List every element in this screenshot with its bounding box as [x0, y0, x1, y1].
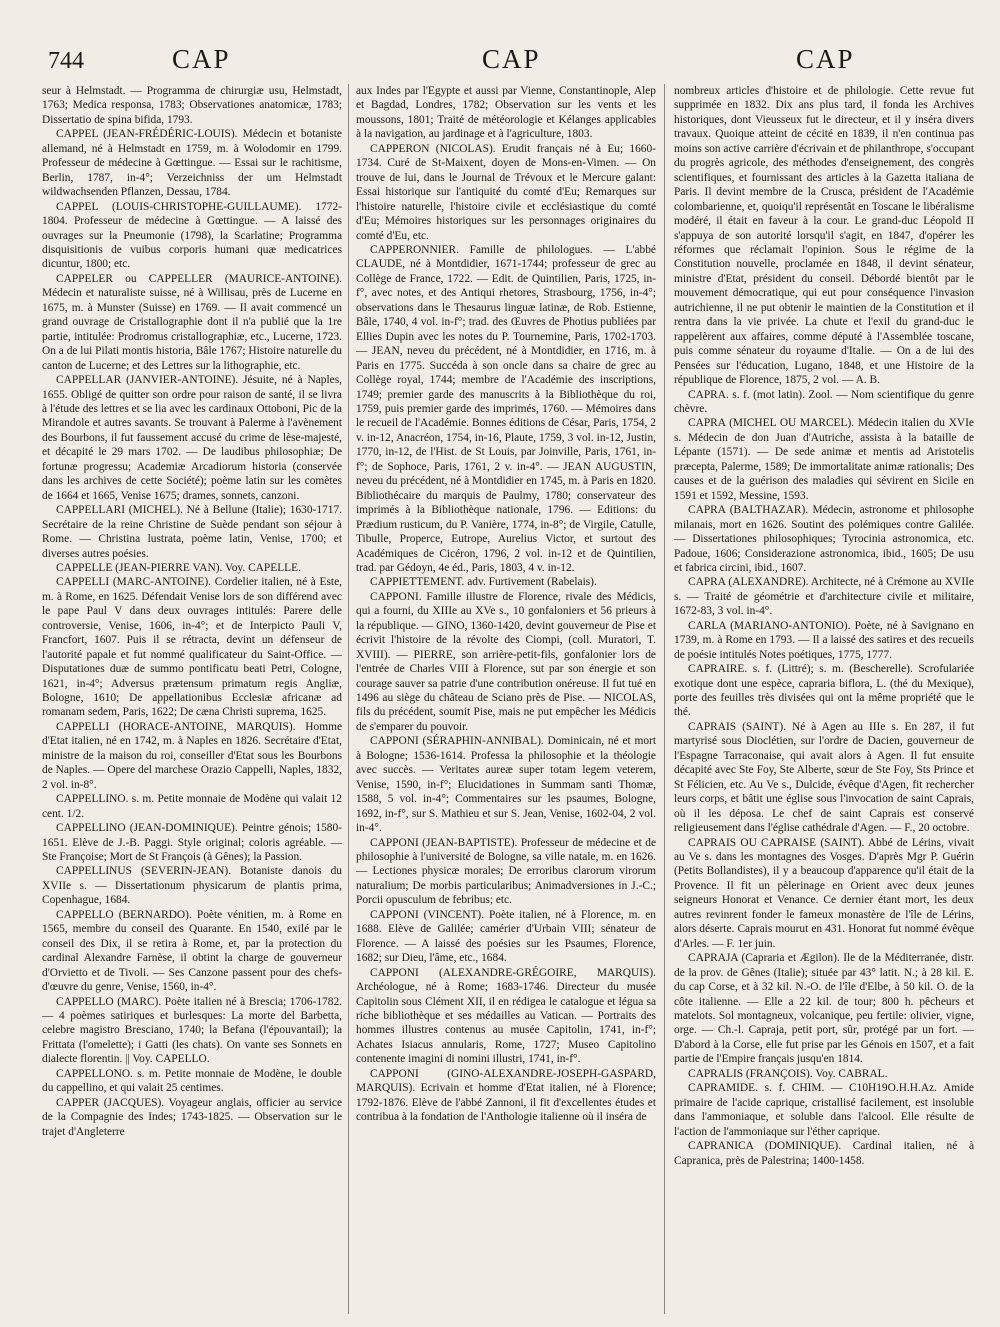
dictionary-entry: CAPPIETTEMENT. adv. Furtivement (Rabelais). [370, 576, 597, 589]
column-divider [664, 84, 665, 1314]
column-divider [348, 84, 349, 1314]
dictionary-entry: CAPRA (ALEXANDRE). Architecte, né à Crémone au XVIIe s. — Traité de géométrie et d'architecture civile et militaire, 1672-83, 3 vol. in-4°. [674, 576, 974, 618]
dictionary-entry: CAPPONI (SÉRAPHIN-ANNIBAL). Dominicain, né et mort à Bologne; 1536-1614. Professa la philosophie et la théologie avec succès. — Veritates aureæ super totam legem veterem, Venise, 1590, in-f°; Elucidationes in Summam santi Thomæ, 1588, 5 vol. in-4°; Commentaires sur les psaumes, Bologne, 1692, in-f°, sur S. Mathieu et sur S. Jean, Venise, 1602-04, 2 vol. in-4°. [356, 735, 656, 835]
dictionary-entry: CAPPELLINO. s. m. Petite monnaie de Modène qui valait 12 cent. 1/2. [42, 793, 342, 820]
dictionary-entry: CAPPONI (VINCENT). Poète italien, né à Florence, m. en 1688. Elève de Galilée; camérier d'Urbain VIII; sénateur de Florence. — A laissé des poésies sur les Psaumes, Florence, 1682; sur Dieu, l'âme, etc., 1684. [356, 908, 656, 965]
text-column-right [674, 84, 974, 1320]
dictionary-entry: CAPPELLE (JEAN-PIERRE VAN). Voy. CAPELLE. [56, 561, 301, 574]
page-number: 744 [48, 48, 84, 74]
dictionary-entry: CAPRA (BALTHAZAR). Médecin, astronome et philosophe milanais, mort en 1626. Soutint des polémiques contre Galilée. — Dissertationes philosophiques; Tyrocinia astronomica, etc. Padoue, 1606; Considerazione astronomica, ibid., 1605; De usu et fabrica circini, ibid., 1607. [674, 504, 974, 574]
dictionary-entry: CAPPELLO (BERNARDO). Poète vénitien, m. à Rome en 1565, membre du conseil des Quarante. En 1540, exilé par le conseil des Dix, il se retira à Rome, et, par la protection du cardinal Alexandre Farnèse, il obtint la charge de gouverneur d'Orvietto et de Tivoli. — Ses Canzone passent pour des chefs-d'œuvre du genre, Venise, 1560, in-4°. [42, 908, 342, 994]
dictionary-entry: CAPRAMIDE. s. f. CHIM. — C10H19O.H.H.Az. Amide primaire de l'acide caprique, cristallisé facilement, est insoluble dans l'ammoniaque, et soluble dans l'alcool. Elle résulte de l'action de l'ammoniaque sur l'éther caprique. [674, 1082, 974, 1138]
dictionary-entry: CAPPELLO (MARC). Poète italien né à Brescia; 1706-1782. — 4 poèmes satiriques et burlesques: La morte del Barbetta, celebre magistro Bresciano, 1740; la Befana (l'épouvantail); la Frittata (l'omelette); i Gatti (les chats). On vante ses Sonnets en dialecte florentin. || Voy. CAPELLO. [42, 995, 342, 1066]
dictionary-entry: CAPPONI (ALEXANDRE-GRÉGOIRE, MARQUIS). Archéologue, né à Rome; 1683-1746. Directeur du musée Capitolin sous Clément XII, il en rédigea le catalogue et légua sa riche bibliothèque et ses médailles au Vatican. — Portraits des hommes illustres contenus au musée Capitolin, 1741, in-f°; Achates Isiacus annularis, Rome, 1727; Museo Capitolino contenente imagini di nomini illustri, 1741, in-f°. [356, 966, 656, 1066]
dictionary-entry: CAPRAJA (Capraria et Ægilon). Ile de la Méditerranée, distr. de la prov. de Gênes (Italie); située par 43° latit. N.; à 28 kil. E. du cap Corse, et à 32 kil. N.-O. de l'île d'Elbe, à 50 kil. O. de la côte italienne. — Elle a 22 kil. de tour; 800 h. pêcheurs et matelots. Sol montagneux, volcanique, peu fertile: olivier, vigne, orge. — Ch.-l. Capraja, petit port, sûr, protégé par un fort. — D'abord à la Corse, elle fut prise par les Génois en 1507, et a fait partie de l'Empire français jusqu'en 1814. [674, 952, 974, 1066]
text-column-middle [356, 84, 656, 1320]
dictionary-entry: CAPPERONNIER. Famille de philologues. — L'abbé CLAUDE, né à Montdidier, 1671-1744; professeur de grec au Collège de France, 1722. — Edit. de Quintilien, Paris, 1725, in-f°, avec notes, et des Antiqui rhetores, Strasbourg, 1756, in-4°; observations dans le Thesaurus linguæ latinæ, de Rob. Estienne, Bâle, 1740, 4 vol. in-f°; trad. des Œuvres de Photius publiées par Ellies Dupin avec les notes du P. Tournemine, Paris, 1702-1703. — JEAN, neveu du précédent, né à Montdidier, en 1716, m. à Paris en 1775. Succéda à son oncle dans sa chaire de grec au Collège royal, 1744; membre de l'Académie des inscriptions, 1749; premier garde des manuscrits à la Bibliothèque du roi, 1759, puis premier garde des imprimés, 1760. — Mémoires dans le recueil de l'Académie. Bonnes éditions de César, Paris, 1754, 2 v. in-12, Anacréon, 1754, in-16, Plaute, 1759, 3 vol. in-12, Justin, 1770, in-12, de l'Hist. de St Louis, par Joinville, Paris, 1761, in-f°; de Sophoce, Paris, 1761, 2 v. in-4°. — JEAN AUGUSTIN, neveu du précédent, né à Montdidier en 1745, m. à Paris en 1820. Bibliothécaire du marquis de Paulmy, 1780; conservateur des imprimés à la Bibliothèque nationale, 1796. — Editions: du Prædium rusticum, du P. Vanière, 1774, in-8°; de Virgile, Catulle, Tibulle, Properce, Eutrope, Aurelius Victor, et surtout des Académiques de Cicéron, 1796, 2 vol. in-12 et de Quintilien, trad. par Gédoyn, 4e éd., Paris, 1803, 4 v. in-12. [356, 243, 656, 574]
dictionary-entry: CAPPELLINO (JEAN-DOMINIQUE). Peintre génois; 1580-1651. Elève de J.-B. Paggi. Style original; coloris agréable. — Ste Françoise; Mort de St François (à Gênes); la Passion. [42, 822, 342, 864]
dictionary-entry: CAPPELER ou CAPPELLER (MAURICE-ANTOINE). Médecin et naturaliste suisse, né à Willisau, près de Lucerne en 1675, m. à Munster (Suisse) en 1769. — Il avait commencé un grand ouvrage de Cristallographie dont il n'a publié que la 1re partie, intitulée: Prodromus cristallographiæ, etc., Lucerne, 1723. On a de lui Pilati montis historia, Bâle 1767; Histoire naturelle du canton de Lucerne; et des Lettres sur la lithographie, etc. [42, 272, 342, 372]
running-header [0, 42, 1000, 78]
dictionary-entry: CAPPELLI (MARC-ANTOINE). Cordelier italien, né à Este, m. à Rome, en 1625. Défendait Venise lors de son différend avec le pape Paul V dans deux ouvrages intitulés: Parere delle controversie, Venise, 1606, in-4°; et de Interpicto Pauli V, Francfort, 1607. Puis il se rétracta, devint un défenseur de l'autorité papale et fut nommé qualificateur du Saint-Office. — Disputationes duæ de summo pontificatu beati Petri, Cologne, 1621, in-4°; Adversus prætensum primatum regis Angliæ, Bologne, 1610; De appellationibus Ecclesiæ africanæ ad romanam sedem, Paris, 1622; De cæna Christi suprema, 1625. [42, 576, 342, 719]
dictionary-entry: CAPPELLINUS (SEVERIN-JEAN). Botaniste danois du XVIIe s. — Dissertationum physicarum de plantis prima, Copenhague, 1684. [42, 865, 342, 907]
dictionary-entry: CAPPER (JACQUES). Voyageur anglais, officier au service de la Compagnie des Indes; 1743-1825. — Observation sur le trajet d'Angleterre [42, 1096, 342, 1138]
dictionary-entry: CARLA (MARIANO-ANTONIO). Poète, né à Savignano en 1739, m. à Rome en 1793. — Il a laissé des satires et des recueils de poésie intitulés Notes poétiques, 1775, 1777. [674, 619, 974, 661]
dictionary-entry: CAPPELLAR (JANVIER-ANTOINE). Jésuite, né à Naples, 1655. Obligé de quitter son ordre pour raison de santé, il se livra à l'étude des lettres et se lia avec les cardinaux Ottoboni, Pic de la Mirandole et autres savants. Se trouvant à Palerme à l'avènement des Bourbons, il fut faussement accusé du crime de lèse-majesté, et décapité le 29 mars 1702. — De laudibus philosophiæ; De fortunæ progressu; Academiæ Arcadiorum historia (conservée dans les archives de cette Société); poème latin sur les comètes de 1664 et 1665, Venise 1675; drames, sonnets, canzoni. [42, 374, 342, 502]
dictionary-entry: CAPPELLARI (MICHEL). Né à Bellune (Italie); 1630-1717. Secrétaire de la reine Christine de Suède pendant son séjour à Rome. — Christina lustrata, poème latin, Venise, 1700; et diverses autres poésies. [42, 504, 342, 560]
dictionary-entry: CAPPEL (JEAN-FRÉDÉRIC-LOUIS). Médecin et botaniste allemand, né à Helmstadt en 1759, m. à Wolodomir en 1799. Professeur de médecine à Gœttingue. — Essai sur le rachitisme, Berlin, 1787, in-4°; Verzeichniss der um Helmstadt wildwachsenden Pflanzen, Dessau, 1784. [42, 128, 342, 199]
dictionary-entry: CAPRAIS (SAINT). Né à Agen au IIIe s. En 287, il fut martyrisé sous Dioclétien, sur l'ordre de Dacien, gouverneur de l'Espagne Tarraconaise, qui avait alors à Agen. Il fut ensuite décapité avec Ste Foy, Ste Alberte, sœur de Ste Foy, Sts Prince et St Félicien, etc. Au Ve s., Dulcide, évêque d'Agen, fit rechercher leurs corps, et bâtit une église sous l'invocation de saint Caprais, où il les déposa. Le chef de saint Caprais est conservé religieusement dans l'église cathédrale d'Agen. — F., 20 octobre. [674, 720, 974, 835]
dictionary-entry: CAPPONI. Famille illustre de Florence, rivale des Médicis, qui a fourni, du XIIIe au XVe s., 10 gonfaloniers et 56 prieurs à la république. — GINO, 1360-1420, devint gouverneur de Pise et écrivit l'histoire de la révolte des Ciompi, (coll. Muratori, T. XVIII). — PIERRE, son arrière-petit-fils, gonfalonier lors de l'entrée de Charles VIII à Florence, sut par son énergie et son courage sauver sa patrie d'une contribution onéreuse. Il fut tué en 1496 au siège du château de Sciano près de Pise. — NICOLAS, fils du précédent, soumit Pise, mais ne put empêcher les Médicis de s'emparer du pouvoir. [356, 590, 656, 733]
dictionary-entry: CAPPELLONO. s. m. Petite monnaie de Modène, le double du cappellino, et qui valait 25 centimes. [42, 1067, 342, 1095]
dictionary-entry: CAPPONI (GINO-ALEXANDRE-JOSEPH-GASPARD, MARQUIS). Ecrivain et homme d'Etat italien, né à Florence; 1792-1876. Elève de l'abbé Zannoni, il fit d'excellentes études et contribua à la fondation de l'Anthologie italienne où il inséra de [356, 1067, 656, 1124]
dictionary-entry: CAPPEL (LOUIS-CHRISTOPHE-GUILLAUME). 1772-1804. Professeur de médecine à Gœttingue. — A laissé des ouvrages sur la Pneumonie (1798), la Scarlatine; Programma disquisitionis de vuibus corporis humani quæ medicatrices dicuntur, 1800; etc. [42, 200, 342, 271]
dictionary-entry: CAPRAIS OU CAPRAISE (SAINT). Abbé de Lérins, vivait au Ve s. dans les montagnes des Vosges. D'après Mgr P. Guérin (Petits Bollandistes), il y a beaucoup d'apparence qu'il était de la Provence. Il fit un pèlerinage en Orient avec deux jeunes seigneurs Honorat et Venance. Ce dernier étant mort, les deux autres revinrent fonder le fameux monastère de l'île de Lérins, alors déserte. Caprais mourut en 431. Honorat fut nommé évêque d'Arles. — F. 1er juin. [674, 836, 974, 950]
dictionary-entry: nombreux articles d'histoire et de philologie. Cette revue fut supprimée en 1832. Dix ans plus tard, il fonda les Archives historiques, dont Vieusseux fut le directeur, et il y inséra divers travaux. Quoique atteint de cécité en 1839, il n'en continua pas moins son active carrière d'écrivain et de philanthrope, s'occupant du progrès agricole, des méthodes d'enseignement, des congrès scientifiques, et fournissant des articles à la Gazetta italiana de Paris. Il devint membre de la Crusca, président de l'Académie colombarienne, et, quoiqu'il représentât en Toscane le libéralisme modéré, il était en faveur à la cour. Le grand-duc Léopold II s'appuya de son autorité lorsqu'il s'agit, en 1847, d'opérer les réformes que réclamait l'opinion. Sous le régime de la Constitution nouvelle, proclamée en 1848, il devint sénateur, ministre d'Etat, président du conseil. Débordé bientôt par le mouvement démocratique, qui eut pour conséquence l'invasion autrichienne, il ne put obtenir le maintien de la Constitution et il rentra dans la vie privée. La chute et l'exil du grand-duc le rappelèrent aux affaires, comme député à l'Assemblée toscane, puis comme sénateur du royaume d'Italie. — On a de lui des Pensées sur l'éducation, Lugano, 1848, et une Histoire de la république de Florence, 1875, 2 vol. — A. B. [674, 85, 974, 387]
dictionary-entry: CAPRAIRE. s. f. (Littré); s. m. (Bescherelle). Scrofulariée exotique dont une espèce, capraria biflora, L. (thé du Mexique), porte des feuilles très divisées qui ont la même propriété que le thé. [674, 663, 974, 719]
dictionary-entry: CAPPONI (JEAN-BAPTISTE). Professeur de médecine et de philosophie à l'université de Bologne, sa ville natale, m. en 1626. — Lectiones physicæ morales; De erroribus clarorum virorum naturalium; De morbis particularibus; Animadversiones in J.-C.; Porcii opusculum de febribus; etc. [356, 836, 656, 907]
headword-left: CAP [172, 44, 231, 74]
dictionary-entry: seur à Helmstadt. — Programma de chirurgiæ usu, Helmstadt, 1763; Medica responsa, 1783; Observationes anatomicæ, 1783; Dissertatio de spina bifida, 1793. [42, 85, 342, 126]
headword-center: CAP [482, 44, 541, 74]
dictionary-entry: CAPRA (MICHEL OU MARCEL). Médecin italien du XVIe s. Médecin de don Juan d'Autriche, assista à la bataille de Lépante (1571). — De sede animæ et mentis ad Aristotelis præcepta, Palerme, 1589; De immortalitate animæ rationalis; Des causes et de la guérison des maladies qui sévirent en Sicile en 1591 et 1592, Messine, 1593. [674, 417, 974, 502]
dictionary-entry: CAPRANICA (DOMINIQUE). Cardinal italien, né à Capranica, près de Palestrina; 1400-1458. [674, 1140, 974, 1167]
dictionary-entry: CAPPELLI (HORACE-ANTOINE, MARQUIS). Homme d'Etat italien, né en 1742, m. à Naples en 1826. Secrétaire d'Etat, ministre de la maison du roi, conseiller d'Etat sous les Bourbons de Naples. — Opere del marchese Orazio Cappelli, Naples, 1832, 2 vol. in-8°. [42, 720, 342, 791]
headword-right: CAP [796, 44, 855, 74]
text-column-left [42, 84, 342, 1320]
dictionary-entry: aux Indes par l'Egypte et aussi par Vienne, Constantinople, Alep et Bagdad, Londres, 1782; Observation sur les vents et les moussons, 1801; Traité de météorologie et Kélanges applicables à la navigation, au jardinage et à l'agriculture, 1803. [356, 85, 656, 141]
dictionary-entry: CAPRALIS (FRANÇOIS). Voy. CABRAL. [688, 1067, 888, 1080]
dictionary-entry: CAPPERON (NICOLAS). Erudit français né à Eu; 1660-1734. Curé de St-Maixent, doyen de Mons-en-Vimen. — On trouve de lui, dans le Journal de Trévoux et le Mercure galant: Essai historique sur l'antiquité du comté d'Eu; Remarques sur l'histoire naturelle, l'histoire civile et ecclésiastique du comté d'Eu; Mémoires historiques sur les personnages originaires du comté d'Eu, etc. [356, 142, 656, 242]
dictionary-entry: CAPRA. s. f. (mot latin). Zool. — Nom scientifique du genre chèvre. [674, 388, 974, 415]
